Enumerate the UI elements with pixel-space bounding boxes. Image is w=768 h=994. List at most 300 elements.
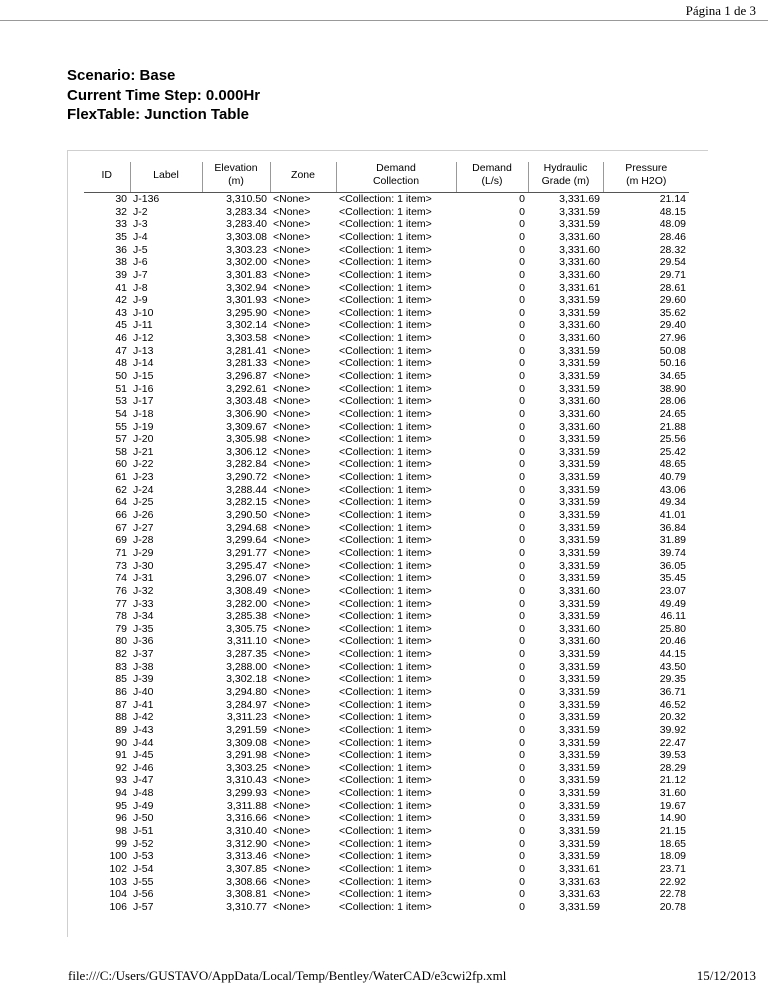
header-line: (m H2O) [626,175,667,187]
cell-demand-collection: <Collection: 1 item> [339,281,432,294]
cell-elevation: 3,295.47 [226,559,267,572]
cell-hydraulic-grade: 3,331.60 [559,268,600,281]
cell-elevation: 3,310.50 [226,193,267,206]
cell-elevation: 3,288.44 [226,483,267,496]
col-hydraulic-grade-header [528,162,603,193]
cell-label: J-46 [133,761,154,774]
cell-zone: <None> [273,673,311,686]
cell-demand-collection: <Collection: 1 item> [339,812,432,825]
cell-id: 54 [115,407,127,420]
footer-file-path: file:///C:/Users/GUSTAVO/AppData/Local/Temp/Bentley/WaterCAD/e3cwi2fp.xml [68,968,507,983]
cell-demand: 0 [519,559,525,572]
cell-id: 78 [115,610,127,623]
cell-pressure: 28.46 [659,230,686,243]
cell-elevation: 3,309.67 [226,420,267,433]
cell-demand: 0 [519,850,525,863]
cell-hydraulic-grade: 3,331.59 [559,445,600,458]
cell-elevation: 3,283.34 [226,205,267,218]
cell-demand-collection: <Collection: 1 item> [339,597,432,610]
cell-hydraulic-grade: 3,331.59 [559,369,600,382]
cell-pressure: 43.06 [659,483,686,496]
cell-label: J-53 [133,850,154,863]
table-row [84,610,689,623]
cell-label: J-29 [133,546,154,559]
cell-demand-collection: <Collection: 1 item> [339,471,432,484]
cell-elevation: 3,294.80 [226,686,267,698]
cell-demand: 0 [519,407,525,420]
cell-demand-collection: <Collection: 1 item> [339,584,432,597]
col-zone-header [270,162,336,193]
cell-label: J-24 [133,483,154,496]
cell-hydraulic-grade: 3,331.59 [559,597,600,610]
table-row [84,458,689,471]
cell-demand: 0 [519,458,525,471]
cell-demand-collection: <Collection: 1 item> [339,686,432,698]
cell-pressure: 23.07 [659,584,686,597]
cell-pressure: 22.78 [659,888,686,901]
cell-demand: 0 [519,900,525,913]
cell-demand: 0 [519,622,525,635]
cell-hydraulic-grade: 3,331.59 [559,471,600,484]
cell-hydraulic-grade: 3,331.60 [559,420,600,433]
cell-pressure: 25.56 [659,433,686,446]
cell-id: 73 [115,559,127,572]
table-row [84,496,689,509]
cell-pressure: 49.34 [659,496,686,509]
table-row [84,471,689,484]
cell-demand: 0 [519,546,525,559]
cell-zone: <None> [273,787,311,800]
cell-id: 94 [115,787,127,800]
cell-demand-collection: <Collection: 1 item> [339,736,432,749]
table-row [84,711,689,724]
cell-zone: <None> [273,407,311,420]
cell-demand-collection: <Collection: 1 item> [339,344,432,357]
cell-hydraulic-grade: 3,331.59 [559,723,600,736]
col-demand-collection-header [336,162,456,193]
header-line: Elevation [214,162,258,174]
cell-demand: 0 [519,357,525,370]
cell-zone: <None> [273,584,311,597]
cell-zone: <None> [273,268,311,281]
cell-demand-collection: <Collection: 1 item> [339,622,432,635]
cell-demand-collection: <Collection: 1 item> [339,787,432,800]
cell-id: 62 [115,483,127,496]
cell-pressure: 39.92 [659,723,686,736]
cell-zone: <None> [273,509,311,522]
cell-demand-collection: <Collection: 1 item> [339,332,432,345]
cell-demand: 0 [519,256,525,269]
header-line: Zone [291,168,315,181]
cell-hydraulic-grade: 3,331.59 [559,711,600,724]
cell-demand: 0 [519,888,525,901]
header-line: Demand [376,162,416,174]
cell-hydraulic-grade: 3,331.60 [559,243,600,256]
cell-elevation: 3,291.98 [226,749,267,762]
cell-zone: <None> [273,862,311,875]
cell-demand: 0 [519,332,525,345]
cell-demand: 0 [519,648,525,661]
cell-zone: <None> [273,837,311,850]
cell-id: 33 [115,218,127,231]
cell-demand: 0 [519,230,525,243]
cell-label: J-10 [133,306,154,319]
header-line: (m) [228,175,244,187]
cell-pressure: 25.42 [659,445,686,458]
cell-pressure: 35.62 [659,306,686,319]
cell-id: 90 [115,736,127,749]
cell-hydraulic-grade: 3,331.59 [559,496,600,509]
cell-demand: 0 [519,812,525,825]
cell-id: 91 [115,749,127,762]
cell-label: J-13 [133,344,154,357]
cell-pressure: 48.09 [659,218,686,231]
cell-zone: <None> [273,597,311,610]
cell-demand: 0 [519,344,525,357]
cell-hydraulic-grade: 3,331.59 [559,610,600,623]
cell-id: 58 [115,445,127,458]
cell-elevation: 3,303.58 [226,332,267,345]
cell-label: J-40 [133,686,154,698]
cell-id: 92 [115,761,127,774]
cell-label: J-32 [133,584,154,597]
cell-pressure: 23.71 [659,862,686,875]
cell-elevation: 3,307.85 [226,862,267,875]
cell-elevation: 3,310.40 [226,825,267,838]
col-pressure-header [603,162,689,193]
cell-demand-collection: <Collection: 1 item> [339,850,432,863]
cell-id: 93 [115,774,127,787]
cell-elevation: 3,316.66 [226,812,267,825]
cell-demand: 0 [519,281,525,294]
cell-demand: 0 [519,875,525,888]
cell-elevation: 3,282.15 [226,496,267,509]
table-row [84,281,689,294]
cell-pressure: 25.80 [659,622,686,635]
table-row [84,863,689,876]
cell-zone: <None> [273,521,311,534]
cell-demand-collection: <Collection: 1 item> [339,673,432,686]
table-row [84,724,689,737]
cell-zone: <None> [273,332,311,345]
cell-hydraulic-grade: 3,331.59 [559,825,600,838]
cell-label: J-17 [133,395,154,408]
cell-demand: 0 [519,597,525,610]
cell-hydraulic-grade: 3,331.63 [559,888,600,901]
cell-pressure: 22.47 [659,736,686,749]
cell-zone: <None> [273,850,311,863]
cell-id: 51 [115,382,127,395]
cell-pressure: 43.50 [659,660,686,673]
cell-hydraulic-grade: 3,331.59 [559,812,600,825]
header-line: Pressure [625,162,668,174]
cell-zone: <None> [273,193,311,206]
cell-elevation: 3,302.18 [226,673,267,686]
table-row [84,534,689,547]
cell-id: 86 [115,686,127,698]
cell-id: 96 [115,812,127,825]
cell-demand-collection: <Collection: 1 item> [339,559,432,572]
cell-demand: 0 [519,787,525,800]
cell-label: J-42 [133,711,154,724]
table-row [84,231,689,244]
table-row [84,256,689,269]
table-row [84,370,689,383]
header-line: Label [153,168,179,181]
cell-hydraulic-grade: 3,331.59 [559,572,600,585]
cell-hydraulic-grade: 3,331.59 [559,749,600,762]
table-row [84,648,689,661]
cell-hydraulic-grade: 3,331.59 [559,850,600,863]
table-row [84,522,689,535]
cell-demand-collection: <Collection: 1 item> [339,774,432,787]
page-number-label: Página 1 de 3 [685,3,756,18]
cell-demand: 0 [519,711,525,724]
cell-label: J-23 [133,471,154,484]
cell-id: 83 [115,660,127,673]
cell-elevation: 3,282.84 [226,458,267,471]
cell-demand-collection: <Collection: 1 item> [339,660,432,673]
cell-demand: 0 [519,572,525,585]
cell-demand-collection: <Collection: 1 item> [339,888,432,901]
header-line: (L/s) [481,175,503,187]
table-row [84,749,689,762]
cell-elevation: 3,303.08 [226,230,267,243]
cell-label: J-26 [133,509,154,522]
cell-pressure: 39.53 [659,749,686,762]
cell-id: 47 [115,344,127,357]
table-row [84,572,689,585]
cell-label: J-30 [133,559,154,572]
cell-label: J-57 [133,900,154,913]
cell-demand-collection: <Collection: 1 item> [339,496,432,509]
cell-pressure: 28.29 [659,761,686,774]
table-row [84,395,689,408]
cell-hydraulic-grade: 3,331.59 [559,357,600,370]
cell-zone: <None> [273,369,311,382]
cell-label: J-136 [133,193,160,206]
cell-pressure: 36.05 [659,559,686,572]
cell-pressure: 24.65 [659,407,686,420]
flextable-title: FlexTable: Junction Table [67,106,249,123]
cell-hydraulic-grade: 3,331.59 [559,483,600,496]
cell-elevation: 3,302.00 [226,256,267,269]
cell-hydraulic-grade: 3,331.69 [559,193,600,206]
cell-zone: <None> [273,736,311,749]
table-row [84,800,689,813]
cell-demand-collection: <Collection: 1 item> [339,243,432,256]
cell-demand: 0 [519,369,525,382]
table-row [84,357,689,370]
cell-pressure: 18.09 [659,850,686,863]
cell-hydraulic-grade: 3,331.60 [559,635,600,648]
table-row [84,433,689,446]
cell-id: 100 [109,850,127,863]
cell-label: J-56 [133,888,154,901]
cell-demand: 0 [519,799,525,812]
cell-pressure: 31.89 [659,534,686,547]
cell-demand: 0 [519,825,525,838]
cell-hydraulic-grade: 3,331.59 [559,799,600,812]
table-row [84,244,689,257]
cell-id: 99 [115,837,127,850]
cell-zone: <None> [273,496,311,509]
cell-label: J-47 [133,774,154,787]
cell-id: 89 [115,723,127,736]
cell-hydraulic-grade: 3,331.59 [559,306,600,319]
cell-demand: 0 [519,319,525,332]
cell-label: J-5 [133,243,148,256]
cell-id: 43 [115,306,127,319]
cell-label: J-28 [133,534,154,547]
cell-label: J-34 [133,610,154,623]
cell-zone: <None> [273,319,311,332]
cell-demand-collection: <Collection: 1 item> [339,837,432,850]
header-line: ID [101,168,112,181]
cell-zone: <None> [273,711,311,724]
cell-demand-collection: <Collection: 1 item> [339,256,432,269]
table-row [84,661,689,674]
table-row [84,383,689,396]
cell-pressure: 29.60 [659,294,686,307]
cell-hydraulic-grade: 3,331.60 [559,407,600,420]
cell-demand: 0 [519,205,525,218]
cell-label: J-55 [133,875,154,888]
cell-hydraulic-grade: 3,331.59 [559,698,600,711]
cell-id: 45 [115,319,127,332]
cell-zone: <None> [273,306,311,319]
cell-pressure: 21.88 [659,420,686,433]
cell-zone: <None> [273,395,311,408]
cell-pressure: 49.49 [659,597,686,610]
cell-pressure: 35.45 [659,572,686,585]
cell-demand-collection: <Collection: 1 item> [339,546,432,559]
cell-hydraulic-grade: 3,331.60 [559,622,600,635]
cell-elevation: 3,306.12 [226,445,267,458]
cell-zone: <None> [273,723,311,736]
cell-demand: 0 [519,420,525,433]
cell-elevation: 3,284.97 [226,698,267,711]
cell-id: 95 [115,799,127,812]
cell-id: 55 [115,420,127,433]
table-row [84,737,689,750]
cell-pressure: 21.15 [659,825,686,838]
cell-demand-collection: <Collection: 1 item> [339,698,432,711]
cell-elevation: 3,290.50 [226,509,267,522]
cell-hydraulic-grade: 3,331.60 [559,230,600,243]
cell-zone: <None> [273,648,311,661]
cell-demand-collection: <Collection: 1 item> [339,610,432,623]
cell-hydraulic-grade: 3,331.59 [559,205,600,218]
cell-label: J-33 [133,597,154,610]
cell-elevation: 3,287.35 [226,648,267,661]
cell-pressure: 48.15 [659,205,686,218]
table-row [84,635,689,648]
cell-pressure: 20.32 [659,711,686,724]
cell-hydraulic-grade: 3,331.60 [559,332,600,345]
cell-demand: 0 [519,306,525,319]
table-row [84,408,689,421]
cell-label: J-22 [133,458,154,471]
cell-id: 67 [115,521,127,534]
cell-pressure: 29.40 [659,319,686,332]
cell-demand-collection: <Collection: 1 item> [339,294,432,307]
table-header-row [84,162,689,193]
table-row [84,673,689,686]
table-row [84,206,689,219]
cell-hydraulic-grade: 3,331.59 [559,774,600,787]
cell-id: 102 [109,862,127,875]
cell-zone: <None> [273,205,311,218]
cell-hydraulic-grade: 3,331.59 [559,787,600,800]
cell-demand-collection: <Collection: 1 item> [339,483,432,496]
cell-elevation: 3,313.46 [226,850,267,863]
cell-hydraulic-grade: 3,331.59 [559,546,600,559]
cell-zone: <None> [273,357,311,370]
cell-demand: 0 [519,698,525,711]
cell-zone: <None> [273,534,311,547]
cell-id: 60 [115,458,127,471]
cell-label: J-48 [133,787,154,800]
cell-id: 106 [109,900,127,913]
table-row [84,774,689,787]
cell-zone: <None> [273,774,311,787]
cell-id: 41 [115,281,127,294]
cell-zone: <None> [273,218,311,231]
cell-pressure: 29.71 [659,268,686,281]
table-row [84,787,689,800]
cell-label: J-7 [133,268,148,281]
table-row [84,294,689,307]
cell-elevation: 3,310.77 [226,900,267,913]
cell-zone: <None> [273,698,311,711]
cell-zone: <None> [273,243,311,256]
cell-pressure: 20.46 [659,635,686,648]
cell-elevation: 3,291.59 [226,723,267,736]
cell-hydraulic-grade: 3,331.63 [559,875,600,888]
cell-label: J-41 [133,698,154,711]
cell-elevation: 3,311.10 [226,635,267,648]
cell-label: J-2 [133,205,148,218]
cell-demand: 0 [519,471,525,484]
cell-hydraulic-grade: 3,331.59 [559,837,600,850]
table-row [84,218,689,231]
cell-hydraulic-grade: 3,331.59 [559,900,600,913]
cell-zone: <None> [273,660,311,673]
cell-elevation: 3,296.87 [226,369,267,382]
cell-elevation: 3,285.38 [226,610,267,623]
cell-label: J-20 [133,433,154,446]
cell-pressure: 14.90 [659,812,686,825]
cell-demand-collection: <Collection: 1 item> [339,268,432,281]
time-step-title: Current Time Step: 0.000Hr [67,86,261,104]
cell-elevation: 3,292.61 [226,382,267,395]
cell-hydraulic-grade: 3,331.59 [559,736,600,749]
cell-id: 64 [115,496,127,509]
cell-id: 103 [109,875,127,888]
cell-zone: <None> [273,761,311,774]
cell-demand: 0 [519,723,525,736]
table-row [84,825,689,838]
cell-elevation: 3,303.48 [226,395,267,408]
cell-id: 57 [115,433,127,446]
cell-id: 36 [115,243,127,256]
cell-elevation: 3,290.72 [226,471,267,484]
cell-pressure: 21.12 [659,774,686,787]
cell-demand: 0 [519,673,525,686]
cell-label: J-44 [133,736,154,749]
cell-id: 98 [115,825,127,838]
